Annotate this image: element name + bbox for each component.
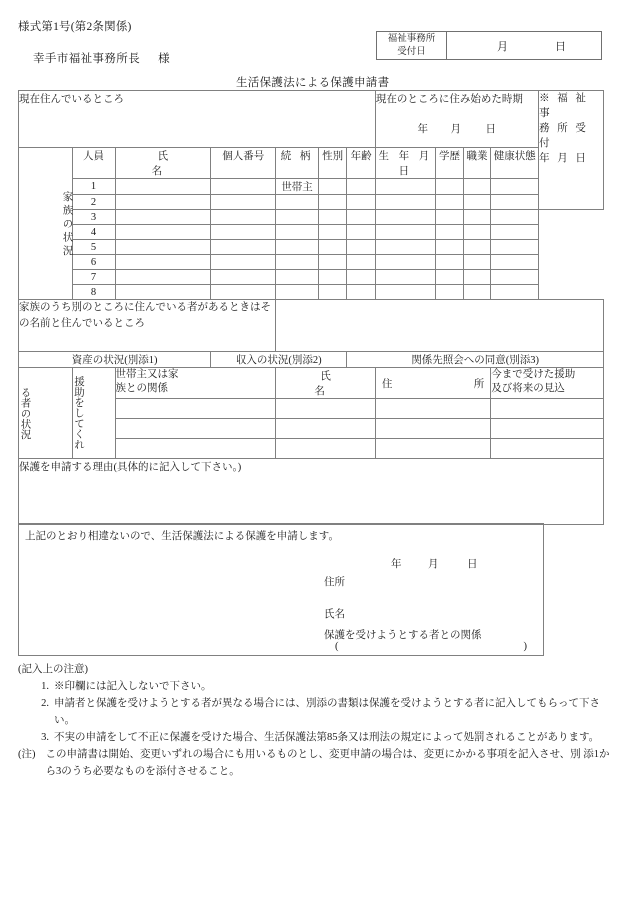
supporters-vertical-label-left: る者の状況 xyxy=(19,386,31,440)
family-gender[interactable] xyxy=(318,210,347,225)
note-chu-label: (注) xyxy=(18,749,36,760)
family-my-number[interactable] xyxy=(211,210,276,225)
list-item xyxy=(32,695,614,729)
office-stamp-cell xyxy=(539,91,604,210)
family-health[interactable] xyxy=(491,225,539,240)
reason-row[interactable] xyxy=(19,459,604,525)
supporter-past-support[interactable] xyxy=(491,439,604,459)
col-header-occupation: 職業 xyxy=(463,148,491,179)
col-header-member-no: 人員 xyxy=(72,148,115,179)
family-age[interactable] xyxy=(347,285,376,300)
family-gender[interactable] xyxy=(318,285,347,300)
note-number: 1. xyxy=(41,681,49,692)
col-header-relation: 続 柄 xyxy=(276,148,319,179)
office-receipt-date-box xyxy=(376,31,602,60)
supporter-past-support[interactable] xyxy=(491,419,604,439)
family-occupation[interactable] xyxy=(463,195,491,210)
form-body xyxy=(18,90,604,525)
family-relation[interactable] xyxy=(276,195,319,210)
main-table xyxy=(18,90,604,525)
family-name[interactable] xyxy=(115,240,211,255)
family-occupation[interactable] xyxy=(463,225,491,240)
family-health[interactable] xyxy=(491,270,539,285)
supporters-col-relation-line1: 世帯主又は家 xyxy=(115,369,179,380)
note-text: 不実の申請をして不正に保護を受けた場合、生活保護法第85条又は刑法の規定によって処罰されることがあります。 xyxy=(54,732,600,743)
paren-close: ) xyxy=(523,641,527,652)
move-in-year-unit: 年 xyxy=(417,124,429,135)
receipt-day-unit: 日 xyxy=(555,40,566,53)
family-member-no: 1 xyxy=(72,179,115,195)
family-relation[interactable] xyxy=(276,255,319,270)
addressee-honorific: 様 xyxy=(158,53,171,65)
family-education[interactable] xyxy=(436,179,464,195)
declaration-address-label: 住所 xyxy=(324,577,345,588)
declaration-year-unit: 年 xyxy=(391,559,402,570)
col-header-health: 健康状態 xyxy=(491,148,539,179)
supporters-col-address xyxy=(375,368,490,399)
supporter-relation[interactable] xyxy=(115,399,276,419)
supporter-relation[interactable] xyxy=(115,439,276,459)
supporters-col-past-support-line1: 今まで受けた援助 xyxy=(491,369,576,380)
family-relation[interactable]: 世帯主 xyxy=(276,179,319,195)
supporters-col-name: 氏 名 xyxy=(276,368,376,399)
supporters-col-past-support-line2: 及び将来の見込 xyxy=(491,383,565,394)
declaration-name-label: 氏名 xyxy=(324,609,345,620)
note-chu xyxy=(18,746,614,780)
col-header-name: 氏 名 xyxy=(115,148,211,179)
list-item xyxy=(32,729,614,746)
family-birthdate[interactable] xyxy=(375,210,435,225)
note-number: 3. xyxy=(41,732,49,743)
family-vertical-label-cell xyxy=(19,148,73,300)
move-in-date-line xyxy=(376,121,538,136)
family-birthdate[interactable] xyxy=(375,255,435,270)
family-health[interactable] xyxy=(491,255,539,270)
family-my-number[interactable] xyxy=(211,285,276,300)
supporter-name[interactable] xyxy=(276,439,376,459)
family-gender[interactable] xyxy=(318,270,347,285)
col-header-age: 年齢 xyxy=(347,148,376,179)
move-in-day-unit: 日 xyxy=(485,124,497,135)
family-age[interactable] xyxy=(347,270,376,285)
family-age[interactable] xyxy=(347,225,376,240)
family-education[interactable] xyxy=(436,195,464,210)
declaration-statement: 上記のとおり相違ないので、生活保護法による保護を申請します。 xyxy=(25,531,339,542)
family-occupation[interactable] xyxy=(463,210,491,225)
office-receipt-label-line1: 福祉事務所 xyxy=(387,34,436,44)
family-occupation[interactable] xyxy=(463,255,491,270)
family-age[interactable] xyxy=(347,255,376,270)
declaration-day-unit: 日 xyxy=(467,559,478,570)
attachment-assets: 資産の状況(別添1) xyxy=(19,352,211,368)
supporters-col-relation-line2: 族との関係 xyxy=(115,383,168,394)
office-receipt-date-label xyxy=(377,32,447,59)
family-name[interactable] xyxy=(115,270,211,285)
family-birthdate[interactable] xyxy=(375,225,435,240)
family-age[interactable] xyxy=(347,210,376,225)
family-health[interactable] xyxy=(491,210,539,225)
family-my-number[interactable] xyxy=(211,195,276,210)
declaration-block xyxy=(18,523,544,656)
note-text: ※印欄には記入しないで下さい。 xyxy=(54,681,212,692)
family-member-no: 2 xyxy=(72,195,115,210)
family-vertical-label: 家族の状況 xyxy=(61,190,73,259)
family-relation[interactable] xyxy=(276,225,319,240)
supporters-col-past-support xyxy=(491,368,604,399)
table-row[interactable] xyxy=(19,225,604,240)
supporter-name[interactable] xyxy=(276,419,376,439)
family-name[interactable] xyxy=(115,255,211,270)
family-health[interactable] xyxy=(491,179,539,195)
current-address-cell[interactable] xyxy=(19,91,376,148)
family-occupation[interactable] xyxy=(463,285,491,300)
notes-title: (記入上の注意) xyxy=(18,664,88,675)
col-header-my-number: 個人番号 xyxy=(211,148,276,179)
separate-residence-label: 家族のうち別のところに住んでいる者があるときはその名前と住んでいるところ xyxy=(19,300,276,352)
office-receipt-label-line2: 受付日 xyxy=(397,47,426,57)
family-age[interactable] xyxy=(347,179,376,195)
col-header-birthdate: 生 年 月 日 xyxy=(375,148,435,179)
addressee-line xyxy=(33,50,170,66)
family-relation[interactable] xyxy=(276,210,319,225)
move-in-month-unit: 月 xyxy=(450,124,462,135)
table-row[interactable] xyxy=(19,195,604,210)
document-title: 生活保護法による保護申請書 xyxy=(236,77,390,89)
family-gender[interactable] xyxy=(318,195,347,210)
family-relation[interactable] xyxy=(276,270,319,285)
family-name[interactable] xyxy=(115,195,211,210)
family-gender[interactable] xyxy=(318,255,347,270)
family-birthdate[interactable] xyxy=(375,270,435,285)
family-education[interactable] xyxy=(436,210,464,225)
paren-open: ( xyxy=(335,641,339,652)
family-my-number[interactable] xyxy=(211,270,276,285)
supporters-header-row xyxy=(19,368,604,399)
declaration-relation-parens[interactable] xyxy=(335,641,527,652)
table-row[interactable] xyxy=(19,285,604,300)
family-name[interactable] xyxy=(115,179,211,195)
family-gender[interactable] xyxy=(318,179,347,195)
family-health[interactable] xyxy=(491,240,539,255)
form-number: 様式第1号(第2条関係) xyxy=(18,21,132,33)
supporters-vertical-label-right-cell xyxy=(72,368,115,459)
declaration-month-unit: 月 xyxy=(428,559,439,570)
table-row[interactable] xyxy=(19,240,604,255)
office-stamp-line2: 務 所 受 付 xyxy=(539,123,589,149)
separate-residence-row[interactable] xyxy=(19,300,604,352)
family-member-no: 3 xyxy=(72,210,115,225)
supporters-col-relation xyxy=(115,368,276,399)
note-chu-text: この申請書は開始、変更いずれの場合にも用いるものとし、変更申請の場合は、変更にかかる事項を記入させ、別 添1から3のうち必要なものを添付させること。 xyxy=(45,749,610,777)
family-name[interactable] xyxy=(115,210,211,225)
residence-row xyxy=(19,91,604,148)
family-birthdate[interactable] xyxy=(375,240,435,255)
table-row[interactable] xyxy=(19,255,604,270)
family-health[interactable] xyxy=(491,285,539,300)
attachment-consent: 関係先照会への同意(別添3) xyxy=(347,352,604,368)
family-name[interactable] xyxy=(115,285,211,300)
move-in-period-cell[interactable] xyxy=(375,91,538,148)
supporter-address[interactable] xyxy=(375,439,490,459)
declaration-relation-label: 保護を受けようとする者との関係 xyxy=(324,630,482,641)
note-text: 申請者と保護を受けようとする者が異なる場合には、別添の書類は保護を受けようとする者に記入してもらって下さい。 xyxy=(54,698,600,726)
family-education[interactable] xyxy=(436,255,464,270)
family-member-no: 4 xyxy=(72,225,115,240)
family-occupation[interactable] xyxy=(463,270,491,285)
supporter-relation[interactable] xyxy=(115,419,276,439)
table-row[interactable] xyxy=(19,210,604,225)
declaration-date-line[interactable] xyxy=(391,556,478,571)
supporters-col-address-left: 住 xyxy=(381,378,393,390)
supporter-name[interactable] xyxy=(276,399,376,419)
family-name[interactable] xyxy=(115,225,211,240)
table-row[interactable] xyxy=(19,179,604,195)
office-stamp-line1: ※ 福 祉 事 xyxy=(539,93,589,119)
family-education[interactable] xyxy=(436,285,464,300)
family-birthdate[interactable] xyxy=(375,195,435,210)
supporters-col-address-right: 所 xyxy=(473,378,485,390)
col-header-education: 学歴 xyxy=(436,148,464,179)
office-stamp-line3: 年 月 日 xyxy=(539,153,589,164)
supporters-vertical-label-left-cell xyxy=(19,368,73,459)
family-gender[interactable] xyxy=(318,240,347,255)
family-gender[interactable] xyxy=(318,225,347,240)
family-age[interactable] xyxy=(347,240,376,255)
reason-cell[interactable] xyxy=(19,459,604,525)
supporter-address[interactable] xyxy=(375,419,490,439)
list-item xyxy=(32,678,614,695)
family-education[interactable] xyxy=(436,225,464,240)
family-member-no: 7 xyxy=(72,270,115,285)
supporter-past-support[interactable] xyxy=(491,399,604,419)
family-relation[interactable] xyxy=(276,285,319,300)
family-birthdate[interactable] xyxy=(375,285,435,300)
family-my-number[interactable] xyxy=(211,179,276,195)
notes-section xyxy=(18,661,614,780)
family-member-no: 5 xyxy=(72,240,115,255)
family-occupation[interactable] xyxy=(463,179,491,195)
family-health[interactable] xyxy=(491,195,539,210)
family-member-no: 8 xyxy=(72,285,115,300)
family-my-number[interactable] xyxy=(211,240,276,255)
family-age[interactable] xyxy=(347,195,376,210)
attachments-row xyxy=(19,352,604,368)
family-education[interactable] xyxy=(436,270,464,285)
table-row[interactable] xyxy=(19,270,604,285)
supporter-address[interactable] xyxy=(375,399,490,419)
family-my-number[interactable] xyxy=(211,225,276,240)
family-occupation[interactable] xyxy=(463,240,491,255)
family-member-no: 6 xyxy=(72,255,115,270)
addressee-name: 幸手市福祉事務所長 xyxy=(33,53,141,65)
office-receipt-date-fields[interactable] xyxy=(447,32,601,59)
receipt-month-unit: 月 xyxy=(497,40,508,53)
col-header-gender: 性別 xyxy=(318,148,347,179)
family-education[interactable] xyxy=(436,240,464,255)
family-relation[interactable] xyxy=(276,240,319,255)
family-header-row xyxy=(19,148,604,179)
attachment-income: 収入の状況(別添2) xyxy=(211,352,347,368)
move-in-label: 現在のところに住み始めた時期 xyxy=(375,94,523,105)
current-address-label: 現在住んでいるところ xyxy=(19,94,124,105)
family-my-number[interactable] xyxy=(211,255,276,270)
separate-residence-value[interactable] xyxy=(276,300,604,352)
supporters-vertical-label-right: 援助をしてくれ xyxy=(73,376,84,450)
reason-label: 保護を申請する理由(具体的に記入して下さい。) xyxy=(19,462,242,473)
note-number: 2. xyxy=(41,698,49,709)
family-birthdate[interactable] xyxy=(375,179,435,195)
